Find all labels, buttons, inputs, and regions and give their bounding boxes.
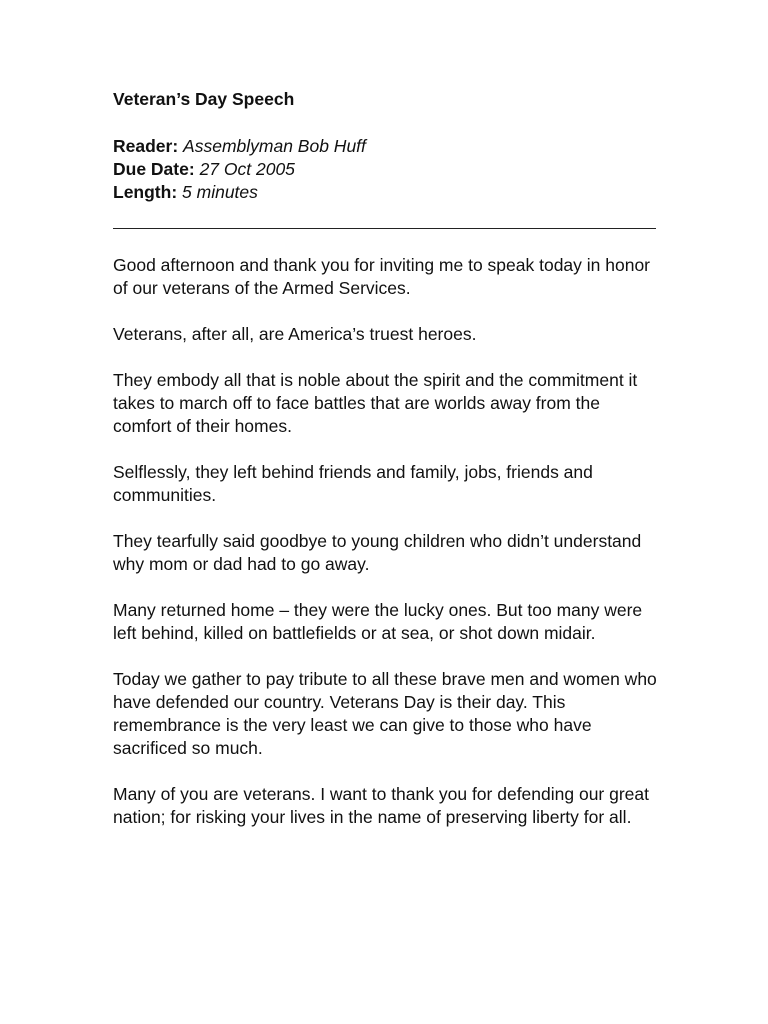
paragraph: Today we gather to pay tribute to all these brave men and women who have defended our country. Veterans Day is their day. This remembrance is the very least we can give to those who have sacrificed so much. — [113, 669, 657, 758]
paragraph: Selflessly, they left behind friends and family, jobs, friends and communities. — [113, 462, 593, 505]
paragraph: Many of you are veterans. I want to thank you for defending our great nation; for risking your lives in the name of preserving liberty for all. — [113, 784, 650, 827]
document-page — [113, 88, 658, 852]
paragraph: They tearfully said goodbye to young children who didn’t understand why mom or dad had to go away. — [113, 531, 642, 574]
meta-length-value: 5 minutes — [182, 182, 258, 202]
paragraph: Many returned home – they were the lucky ones. But too many were left behind, killed on battlefields or at sea, or shot down midair. — [113, 600, 643, 643]
paragraph: They embody all that is noble about the spirit and the commitment it takes to march off to face battles that are worlds away from the comfort of their homes. — [113, 370, 638, 436]
meta-reader-label: Reader: — [113, 136, 179, 156]
paragraph: Veterans, after all, are America’s truest heroes. — [113, 324, 477, 344]
meta-reader-value: Assemblyman Bob Huff — [183, 136, 366, 156]
meta-reader — [113, 135, 658, 158]
paragraph: Good afternoon and thank you for inviting me to speak today in honor of our veterans of the Armed Services. — [113, 255, 651, 298]
document-title: Veteran’s Day Speech — [113, 89, 295, 109]
horizontal-divider — [113, 228, 656, 229]
meta-due-date — [113, 158, 658, 181]
document-meta — [113, 135, 658, 204]
meta-due-date-value: 27 Oct 2005 — [199, 159, 295, 179]
meta-length-label: Length: — [113, 182, 178, 202]
meta-due-date-label: Due Date: — [113, 159, 195, 179]
speech-body — [113, 254, 658, 829]
meta-length — [113, 181, 658, 204]
